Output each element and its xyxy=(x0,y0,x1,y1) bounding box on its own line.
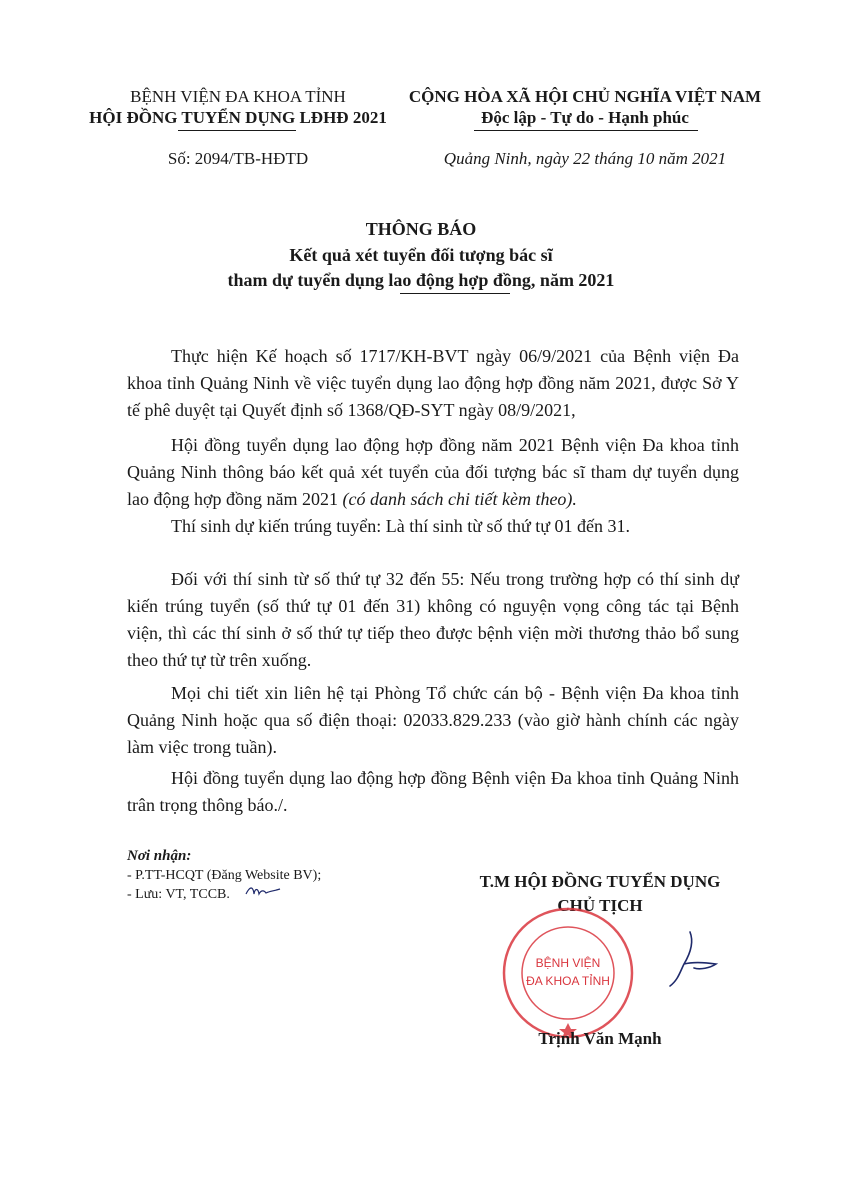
paragraph-2 xyxy=(127,432,739,513)
org-underline xyxy=(178,130,296,131)
paragraph-2-text: Hội đồng tuyển dụng lao động hợp đồng năm 2021 Bệnh viện Đa khoa tỉnh Quảng Ninh thông báo kết quả xét tuyển của đối tượng bác sĩ tham dự tuyển dụng lao động hợp đồng năm 2021 xyxy=(127,435,739,509)
recipient-item-1: - P.TT-HCQT (Đăng Website BV); xyxy=(127,868,322,883)
signer-name: Trịnh Văn Mạnh xyxy=(538,1029,662,1048)
recipients-block xyxy=(127,848,321,903)
place-date: Quảng Ninh, ngày 22 tháng 10 năm 2021 xyxy=(443,149,727,168)
title-underline xyxy=(400,293,510,294)
stamp-line-2: ĐA KHOA TỈNH xyxy=(526,974,610,988)
official-seal-stamp xyxy=(498,903,638,1043)
paragraph-6-text: Hội đồng tuyển dụng lao động hợp đồng Bệnh viện Đa khoa tỉnh Quảng Ninh trân trọng thông báo./. xyxy=(127,768,739,815)
document-subtitle-line2: tham dự tuyển dụng lao động hợp đồng, năm 2021 xyxy=(227,270,615,290)
motto-underline xyxy=(474,130,698,131)
paragraph-5-text: Mọi chi tiết xin liên hệ tại Phòng Tổ chức cán bộ - Bệnh viện Đa khoa tỉnh Quảng Ninh hoặc qua số điện thoại: 02033.829.233 (vào giờ hành chính các ngày làm việc trong tuần). xyxy=(127,683,739,757)
org-name-line1: BỆNH VIỆN ĐA KHOA TỈNH xyxy=(130,87,346,106)
signature-title-line1: T.M HỘI ĐỒNG TUYỂN DỤNG xyxy=(479,872,721,891)
paragraph-4 xyxy=(127,566,739,674)
document-subtitle-line1: Kết quả xét tuyển đối tượng bác sĩ xyxy=(289,245,553,265)
paragraph-6 xyxy=(127,765,739,819)
recipient-item-2: - Lưu: VT, TCCB. xyxy=(127,887,230,902)
document-number: Số: 2094/TB-HĐTD xyxy=(167,149,309,168)
handwritten-signature xyxy=(640,928,730,998)
paragraph-1 xyxy=(127,343,739,424)
initials-mark xyxy=(244,882,284,900)
document-title: THÔNG BÁO xyxy=(365,219,477,239)
nation-motto: Độc lập - Tự do - Hạnh phúc xyxy=(481,108,689,127)
org-name-line2: HỘI ĐỒNG TUYỂN DỤNG LĐHĐ 2021 xyxy=(89,108,387,127)
stamp-line-1: BỆNH VIỆN xyxy=(535,956,601,970)
paragraph-3-text: Thí sinh dự kiến trúng tuyển: Là thí sinh từ số thứ tự 01 đến 31. xyxy=(171,516,630,536)
nation-title: CỘNG HÒA XÃ HỘI CHỦ NGHĨA VIỆT NAM xyxy=(408,87,762,106)
paragraph-5 xyxy=(127,680,739,761)
recipients-heading: Nơi nhận: xyxy=(127,848,192,864)
signature-title-line2: CHỦ TỊCH xyxy=(557,896,643,915)
paragraph-2-note: (có danh sách chi tiết kèm theo). xyxy=(342,489,577,509)
paragraph-3 xyxy=(127,513,739,540)
paragraph-4-text: Đối với thí sinh từ số thứ tự 32 đến 55: Nếu trong trường hợp có thí sinh dự kiến trúng tuyển (số thứ tự 01 đến 31) không có nguyện vọng công tác tại Bệnh viện, thì các thí sinh ở số thứ tự tiếp theo được bệnh viện mời thương thảo bổ sung theo thứ tự từ trên xuống. xyxy=(127,569,739,670)
paragraph-1-text: Thực hiện Kế hoạch số 1717/KH-BVT ngày 06/9/2021 của Bệnh viện Đa khoa tỉnh Quảng Ninh về việc tuyển dụng lao động hợp đồng năm 2021, được Sở Y tế phê duyệt tại Quyết định số 1368/QĐ-SYT ngày 08/9/2021, xyxy=(127,346,739,420)
